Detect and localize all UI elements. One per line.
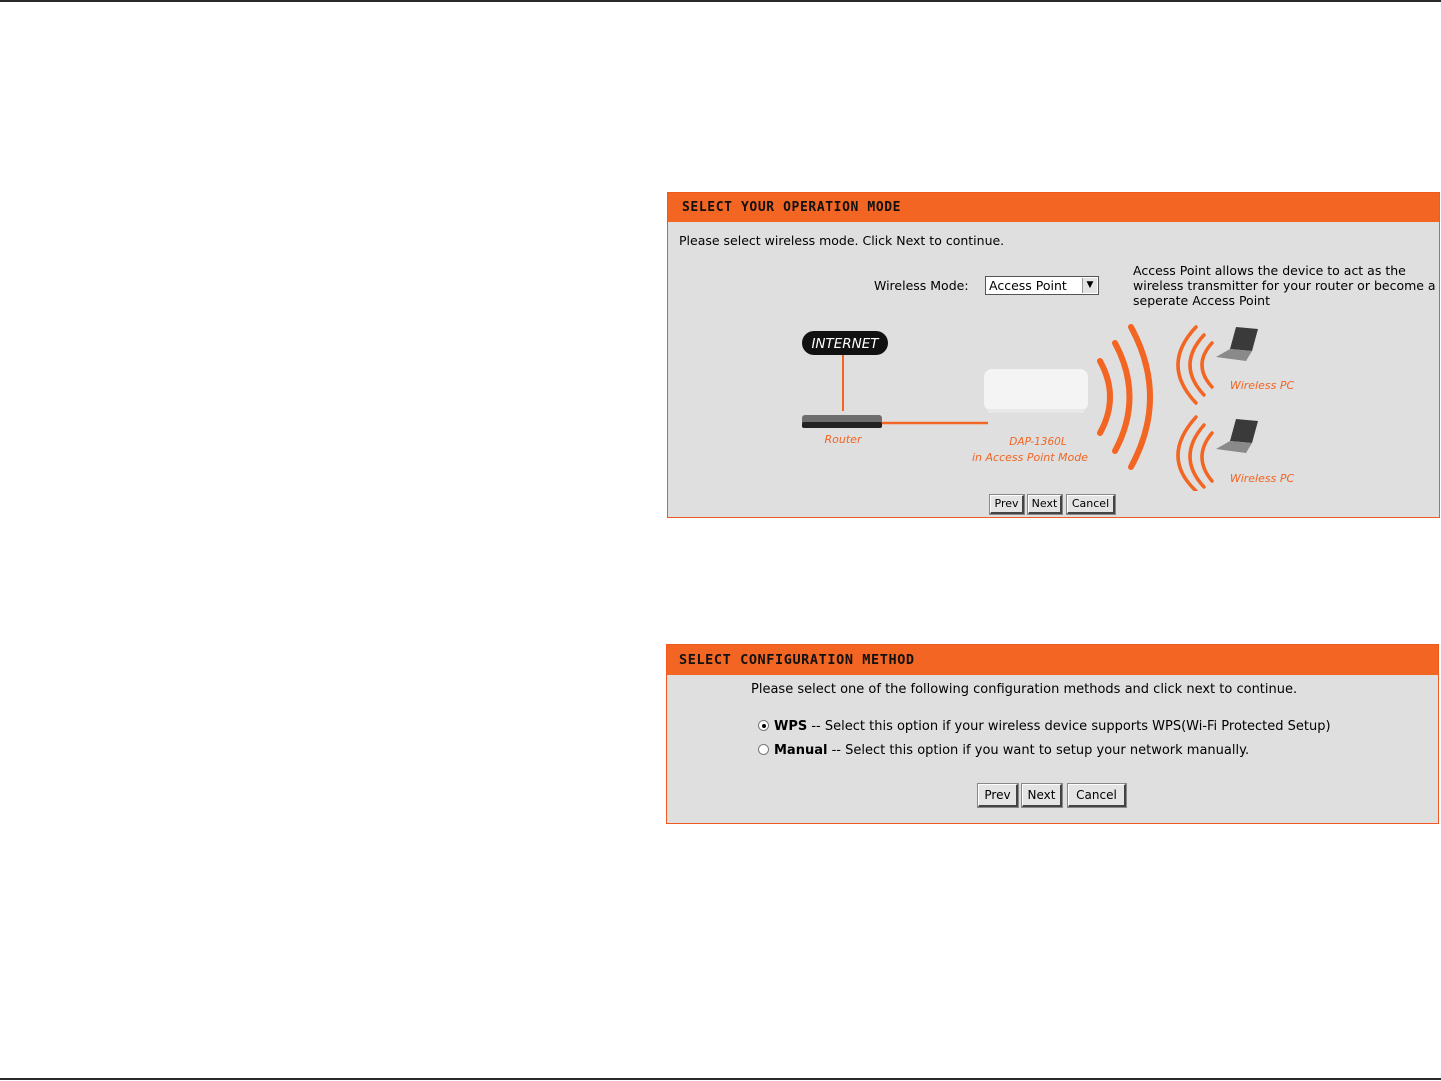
ap-label-line2: in Access Point Mode [971, 451, 1089, 464]
bottom-rule [0, 1078, 1441, 1080]
prev-button[interactable]: Prev [978, 784, 1018, 807]
config-method-header: SELECT CONFIGURATION METHOD [667, 645, 1438, 675]
option-wps-name: WPS [774, 719, 808, 734]
network-diagram [788, 321, 1308, 491]
config-method-intro: Please select one of the following configuration methods and click next to continue. [751, 682, 1298, 697]
operation-mode-panel [667, 192, 1440, 518]
dropdown-arrow-icon[interactable]: ▼ [1082, 278, 1097, 293]
laptop-icon [1216, 327, 1258, 361]
wireless-pc-signal-icon [1178, 417, 1212, 491]
cancel-button[interactable]: Cancel [1068, 784, 1126, 807]
laptop-icon [1216, 419, 1258, 453]
operation-mode-intro: Please select wireless mode. Click Next to continue. [679, 233, 1005, 248]
next-button[interactable]: Next [1028, 495, 1062, 514]
operation-mode-header: SELECT YOUR OPERATION MODE [668, 193, 1439, 222]
wireless-mode-label: Wireless Mode: [874, 278, 969, 293]
wireless-mode-value: Access Point [989, 278, 1067, 293]
option-wps-text: -- Select this option if your wireless device supports WPS(Wi-Fi Protected Setup) [807, 719, 1331, 734]
wireless-mode-description: Access Point allows the device to act as the wireless transmitter for your router or become a seperate Access Point [1133, 263, 1436, 308]
router-label: Router [824, 433, 862, 446]
top-rule [0, 0, 1441, 2]
next-button[interactable]: Next [1022, 784, 1062, 807]
wireless-pc-label-1: Wireless PC [1229, 379, 1295, 392]
option-manual-text: -- Select this option if you want to setup your network manually. [827, 743, 1250, 758]
internet-label: INTERNET [811, 336, 879, 352]
option-wps[interactable] [758, 719, 1331, 734]
option-manual-name: Manual [774, 743, 828, 758]
wireless-pc-label-2: Wireless PC [1229, 472, 1295, 485]
config-method-panel [666, 644, 1439, 824]
manual-radio[interactable] [758, 744, 769, 755]
router-icon [802, 411, 882, 428]
prev-button[interactable]: Prev [990, 495, 1024, 514]
access-point-device-icon [984, 369, 1088, 413]
cancel-button[interactable]: Cancel [1067, 495, 1115, 514]
wireless-pc-signal-icon [1178, 327, 1212, 403]
option-manual[interactable] [758, 743, 1249, 758]
wps-radio[interactable] [758, 720, 769, 731]
ap-label-line1: DAP-1360L [1009, 436, 1067, 448]
internet-cloud-icon [802, 331, 888, 355]
ap-signal-waves-icon [1100, 327, 1150, 467]
wireless-mode-select[interactable] [985, 276, 1099, 295]
